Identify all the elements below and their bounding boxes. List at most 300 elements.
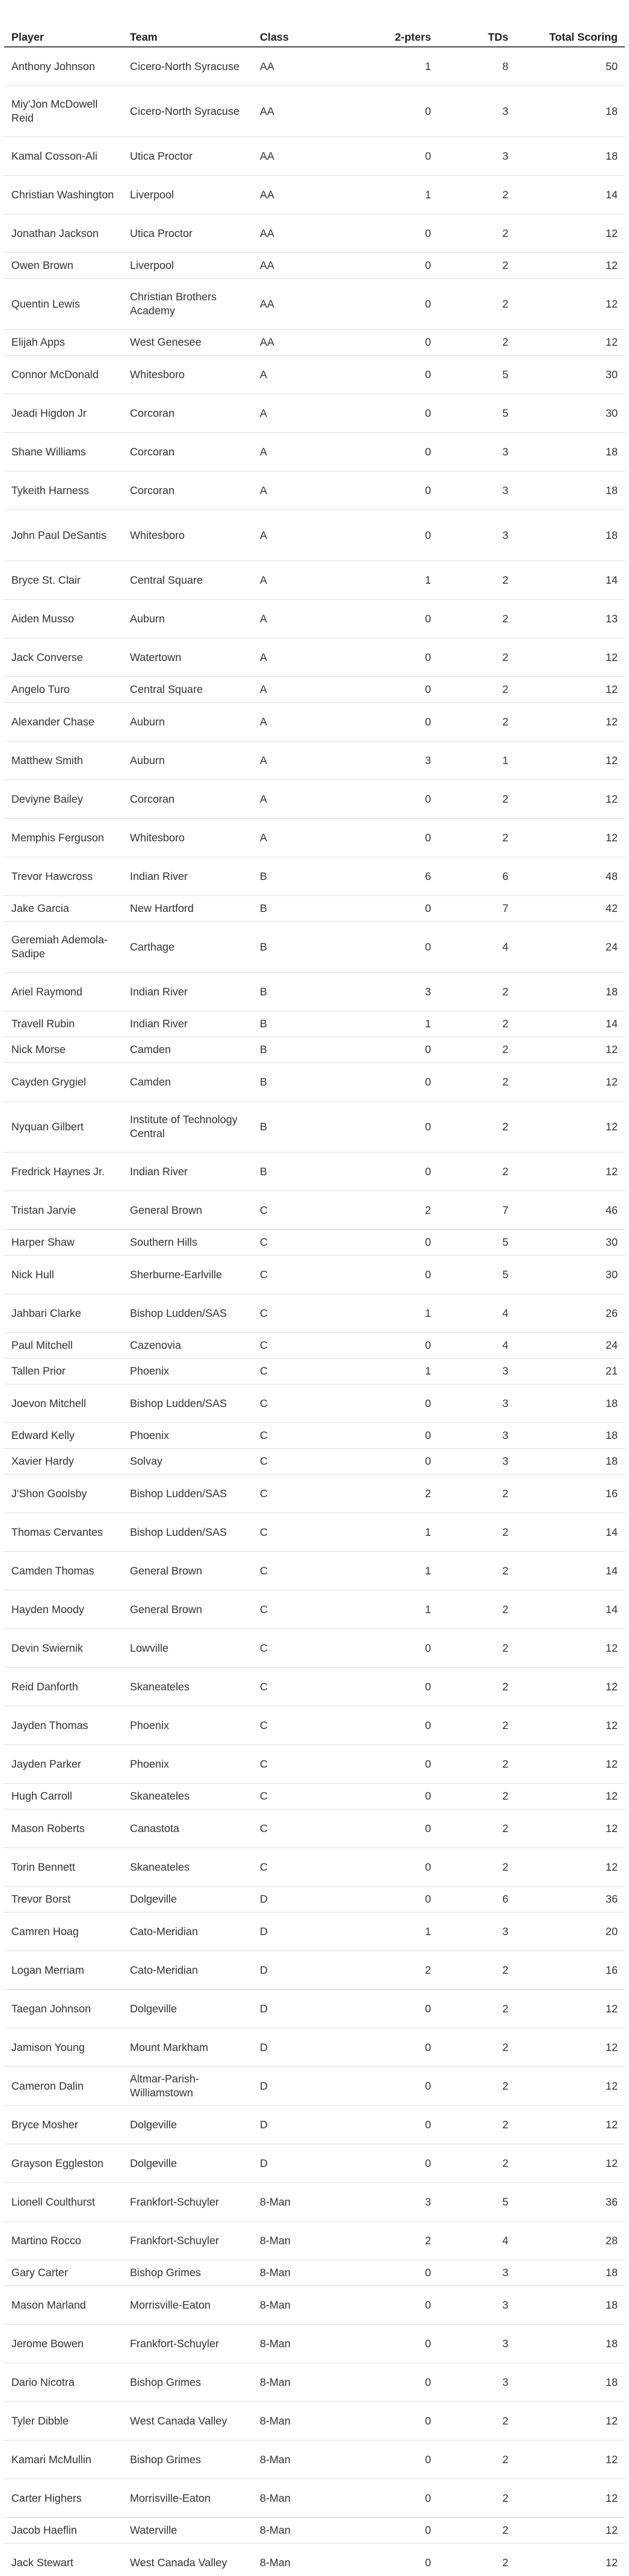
cell-player: Memphis Ferguson: [4, 819, 123, 857]
cell-player: Cayden Grygiel: [4, 1063, 123, 1101]
cell-class: 8-Man: [253, 2260, 371, 2286]
cell-two-pters: 0: [371, 2325, 438, 2363]
cell-player: Trevor Borst: [4, 1887, 123, 1912]
cell-two-pters: 0: [371, 2479, 438, 2518]
cell-total: 12: [516, 2028, 625, 2067]
cell-class: A: [253, 471, 371, 510]
cell-total: 18: [516, 2260, 625, 2286]
cell-tds: 5: [438, 1256, 516, 1294]
cell-tds: 2: [438, 214, 516, 253]
table-row: [4, 1706, 625, 1745]
cell-total: 30: [516, 355, 625, 394]
cell-total: 12: [516, 1668, 625, 1706]
cell-player: Tallen Prior: [4, 1359, 123, 1384]
cell-tds: 2: [438, 1809, 516, 1848]
cell-total: 12: [516, 1629, 625, 1668]
table-row: [4, 176, 625, 214]
table-row: [4, 1590, 625, 1629]
cell-total: 30: [516, 394, 625, 433]
cell-class: C: [253, 1513, 371, 1552]
cell-two-pters: 0: [371, 2028, 438, 2067]
cell-class: A: [253, 780, 371, 819]
cell-two-pters: 6: [371, 857, 438, 896]
table-row: [4, 214, 625, 253]
cell-tds: 3: [438, 1449, 516, 1475]
cell-two-pters: 0: [371, 2260, 438, 2286]
cell-tds: 2: [438, 1951, 516, 1990]
cell-total: 14: [516, 1011, 625, 1037]
cell-two-pters: 3: [371, 741, 438, 780]
cell-tds: 2: [438, 1990, 516, 2028]
cell-player: John Paul DeSantis: [4, 510, 123, 561]
cell-player: Camren Hoag: [4, 1912, 123, 1951]
cell-total: 14: [516, 1513, 625, 1552]
cell-player: Joevon Mitchell: [4, 1384, 123, 1423]
cell-class: D: [253, 1951, 371, 1990]
cell-player: Grayson Eggleston: [4, 2144, 123, 2183]
cell-two-pters: 0: [371, 1809, 438, 1848]
cell-two-pters: 0: [371, 1256, 438, 1294]
cell-two-pters: 0: [371, 2441, 438, 2479]
cell-player: Jayden Parker: [4, 1745, 123, 1784]
cell-total: 12: [516, 1990, 625, 2028]
cell-tds: 2: [438, 780, 516, 819]
table-row: [4, 2067, 625, 2106]
cell-team: Corcoran: [123, 780, 253, 819]
cell-class: C: [253, 1668, 371, 1706]
table-row: [4, 355, 625, 394]
cell-team: West Canada Valley: [123, 2544, 253, 2576]
cell-team: Cicero-North Syracuse: [123, 47, 253, 86]
cell-total: 12: [516, 1809, 625, 1848]
table-row: [4, 1552, 625, 1590]
table-row: [4, 1951, 625, 1990]
cell-two-pters: 1: [371, 1513, 438, 1552]
cell-total: 14: [516, 1590, 625, 1629]
cell-class: C: [253, 1449, 371, 1475]
cell-class: C: [253, 1475, 371, 1513]
cell-player: Geremiah Ademola-Sadipe: [4, 922, 123, 973]
cell-two-pters: 0: [371, 279, 438, 330]
cell-player: Dario Nicotra: [4, 2363, 123, 2402]
cell-tds: 3: [438, 1384, 516, 1423]
table-row: [4, 819, 625, 857]
cell-class: 8-Man: [253, 2363, 371, 2402]
cell-player: Jack Stewart: [4, 2544, 123, 2576]
cell-class: C: [253, 1809, 371, 1848]
cell-two-pters: 2: [371, 1475, 438, 1513]
cell-two-pters: 0: [371, 2402, 438, 2441]
cell-player: Xavier Hardy: [4, 1449, 123, 1475]
cell-player: Deviyne Bailey: [4, 780, 123, 819]
cell-two-pters: 1: [371, 1912, 438, 1951]
cell-team: Cato-Meridian: [123, 1951, 253, 1990]
cell-player: Quentin Lewis: [4, 279, 123, 330]
cell-player: Torin Bennett: [4, 1848, 123, 1887]
cell-player: Angelo Turo: [4, 677, 123, 703]
cell-tds: 2: [438, 561, 516, 600]
cell-class: 8-Man: [253, 2222, 371, 2260]
cell-player: Jack Converse: [4, 638, 123, 677]
table-header: [4, 5, 625, 47]
cell-two-pters: 0: [371, 214, 438, 253]
cell-player: Christian Washington: [4, 176, 123, 214]
cell-two-pters: 0: [371, 1629, 438, 1668]
cell-tds: 2: [438, 2402, 516, 2441]
cell-class: 8-Man: [253, 2183, 371, 2222]
cell-player: Carter Highers: [4, 2479, 123, 2518]
cell-total: 24: [516, 1333, 625, 1359]
cell-tds: 2: [438, 2518, 516, 2544]
cell-player: Shane Williams: [4, 433, 123, 471]
cell-player: Mason Marland: [4, 2286, 123, 2325]
cell-tds: 5: [438, 2183, 516, 2222]
cell-two-pters: 0: [371, 394, 438, 433]
table-row: [4, 2222, 625, 2260]
cell-team: Skaneateles: [123, 1668, 253, 1706]
cell-two-pters: 2: [371, 1191, 438, 1230]
cell-two-pters: 0: [371, 2544, 438, 2576]
cell-player: Elijah Apps: [4, 330, 123, 355]
table-row: [4, 638, 625, 677]
cell-team: Skaneateles: [123, 1848, 253, 1887]
cell-tds: 3: [438, 1359, 516, 1384]
cell-total: 12: [516, 279, 625, 330]
cell-total: 13: [516, 600, 625, 638]
table-row: [4, 279, 625, 330]
cell-total: 12: [516, 1784, 625, 1809]
cell-two-pters: 0: [371, 2144, 438, 2183]
cell-two-pters: 0: [371, 2286, 438, 2325]
cell-player: Owen Brown: [4, 253, 123, 279]
cell-tds: 4: [438, 2222, 516, 2260]
cell-two-pters: 1: [371, 1011, 438, 1037]
cell-class: A: [253, 638, 371, 677]
cell-total: 12: [516, 214, 625, 253]
cell-team: Watertown: [123, 638, 253, 677]
table-row: [4, 1256, 625, 1294]
cell-total: 12: [516, 780, 625, 819]
header-total-scoring[interactable]: Total Scoring: [516, 5, 625, 47]
cell-class: B: [253, 1153, 371, 1191]
cell-total: 12: [516, 2402, 625, 2441]
cell-tds: 2: [438, 1590, 516, 1629]
cell-total: 12: [516, 2144, 625, 2183]
cell-team: Whitesboro: [123, 510, 253, 561]
cell-class: A: [253, 355, 371, 394]
cell-team: Carthage: [123, 922, 253, 973]
cell-team: Dolgeville: [123, 2144, 253, 2183]
cell-tds: 2: [438, 1513, 516, 1552]
cell-total: 18: [516, 1384, 625, 1423]
table-row: [4, 330, 625, 355]
cell-class: C: [253, 1333, 371, 1359]
cell-class: 8-Man: [253, 2286, 371, 2325]
cell-class: AA: [253, 86, 371, 137]
cell-class: AA: [253, 253, 371, 279]
cell-class: 8-Man: [253, 2402, 371, 2441]
cell-tds: 7: [438, 896, 516, 922]
cell-total: 12: [516, 1037, 625, 1063]
cell-class: 8-Man: [253, 2479, 371, 2518]
cell-team: Corcoran: [123, 471, 253, 510]
cell-tds: 2: [438, 330, 516, 355]
cell-team: Skaneateles: [123, 1784, 253, 1809]
cell-player: Lionell Coulthurst: [4, 2183, 123, 2222]
cell-total: 12: [516, 2518, 625, 2544]
cell-tds: 2: [438, 819, 516, 857]
cell-total: 12: [516, 703, 625, 741]
cell-player: Ariel Raymond: [4, 973, 123, 1011]
cell-total: 12: [516, 2544, 625, 2576]
cell-team: Bishop Ludden/SAS: [123, 1475, 253, 1513]
cell-player: Jake Garcia: [4, 896, 123, 922]
cell-total: 14: [516, 1552, 625, 1590]
cell-player: Bryce St. Clair: [4, 561, 123, 600]
cell-tds: 3: [438, 2363, 516, 2402]
table-row: [4, 253, 625, 279]
table-row: [4, 2183, 625, 2222]
table-row: [4, 1153, 625, 1191]
cell-tds: 2: [438, 1745, 516, 1784]
cell-player: Jahbari Clarke: [4, 1294, 123, 1333]
cell-class: B: [253, 1063, 371, 1101]
cell-player: Martino Rocco: [4, 2222, 123, 2260]
cell-class: B: [253, 1101, 371, 1153]
header-two-pters[interactable]: 2-pters: [371, 5, 438, 47]
cell-two-pters: 0: [371, 1333, 438, 1359]
cell-team: Phoenix: [123, 1706, 253, 1745]
table-row: [4, 510, 625, 561]
cell-total: 12: [516, 2479, 625, 2518]
cell-team: Dolgeville: [123, 2106, 253, 2144]
cell-class: 8-Man: [253, 2544, 371, 2576]
cell-two-pters: 2: [371, 2222, 438, 2260]
cell-player: Matthew Smith: [4, 741, 123, 780]
cell-team: Camden: [123, 1063, 253, 1101]
header-player[interactable]: Player: [4, 5, 123, 47]
cell-class: A: [253, 600, 371, 638]
cell-two-pters: 1: [371, 1359, 438, 1384]
cell-two-pters: 0: [371, 1887, 438, 1912]
cell-class: B: [253, 973, 371, 1011]
cell-total: 18: [516, 86, 625, 137]
table-row: [4, 1294, 625, 1333]
cell-player: Trevor Hawcross: [4, 857, 123, 896]
cell-player: Logan Merriam: [4, 1951, 123, 1990]
cell-player: Gary Carter: [4, 2260, 123, 2286]
table-row: [4, 2325, 625, 2363]
cell-class: C: [253, 1706, 371, 1745]
cell-tds: 2: [438, 2028, 516, 2067]
header-tds[interactable]: TDs: [438, 5, 516, 47]
cell-tds: 2: [438, 1668, 516, 1706]
header-class[interactable]: Class: [253, 5, 371, 47]
table-row: [4, 561, 625, 600]
cell-two-pters: 0: [371, 1384, 438, 1423]
cell-total: 12: [516, 330, 625, 355]
cell-team: New Hartford: [123, 896, 253, 922]
cell-team: Bishop Grimes: [123, 2441, 253, 2479]
cell-team: Altmar-Parish-Williamstown: [123, 2067, 253, 2106]
cell-team: Auburn: [123, 600, 253, 638]
cell-class: C: [253, 1294, 371, 1333]
table-row: [4, 1848, 625, 1887]
cell-total: 18: [516, 973, 625, 1011]
table-row: [4, 86, 625, 137]
cell-total: 18: [516, 471, 625, 510]
cell-team: General Brown: [123, 1191, 253, 1230]
table-row: [4, 471, 625, 510]
cell-total: 36: [516, 2183, 625, 2222]
cell-team: Whitesboro: [123, 355, 253, 394]
cell-two-pters: 0: [371, 137, 438, 176]
cell-tds: 2: [438, 973, 516, 1011]
cell-player: Nick Morse: [4, 1037, 123, 1063]
cell-tds: 2: [438, 2479, 516, 2518]
cell-team: Morrisville-Eaton: [123, 2479, 253, 2518]
table-row: [4, 1333, 625, 1359]
table-row: [4, 741, 625, 780]
cell-tds: 2: [438, 2441, 516, 2479]
cell-total: 18: [516, 2363, 625, 2402]
cell-total: 12: [516, 677, 625, 703]
cell-tds: 3: [438, 433, 516, 471]
table-row: [4, 1629, 625, 1668]
table-row: [4, 973, 625, 1011]
table-row: [4, 2402, 625, 2441]
cell-player: Jayden Thomas: [4, 1706, 123, 1745]
cell-team: Frankfort-Schuyler: [123, 2325, 253, 2363]
cell-tds: 2: [438, 1011, 516, 1037]
cell-tds: 2: [438, 2144, 516, 2183]
cell-player: Reid Danforth: [4, 1668, 123, 1706]
cell-two-pters: 0: [371, 2106, 438, 2144]
cell-team: Mount Markham: [123, 2028, 253, 2067]
cell-class: C: [253, 1256, 371, 1294]
cell-two-pters: 0: [371, 355, 438, 394]
table-row: [4, 1230, 625, 1256]
cell-tds: 2: [438, 253, 516, 279]
cell-team: Auburn: [123, 703, 253, 741]
table-row: [4, 1745, 625, 1784]
cell-two-pters: 3: [371, 973, 438, 1011]
cell-total: 12: [516, 741, 625, 780]
cell-two-pters: 0: [371, 1784, 438, 1809]
table-row: [4, 2260, 625, 2286]
cell-class: B: [253, 922, 371, 973]
cell-team: Southern Hills: [123, 1230, 253, 1256]
cell-total: 21: [516, 1359, 625, 1384]
cell-total: 18: [516, 1423, 625, 1449]
cell-class: C: [253, 1552, 371, 1590]
table-row: [4, 1809, 625, 1848]
cell-team: Indian River: [123, 973, 253, 1011]
cell-tds: 8: [438, 47, 516, 86]
cell-tds: 2: [438, 638, 516, 677]
cell-class: A: [253, 510, 371, 561]
cell-team: Central Square: [123, 677, 253, 703]
table-row: [4, 2544, 625, 2576]
cell-tds: 4: [438, 1294, 516, 1333]
cell-two-pters: 0: [371, 2067, 438, 2106]
cell-class: AA: [253, 137, 371, 176]
cell-tds: 3: [438, 2286, 516, 2325]
table-row: [4, 1912, 625, 1951]
cell-team: Sherburne-Earlville: [123, 1256, 253, 1294]
cell-total: 36: [516, 1887, 625, 1912]
cell-tds: 2: [438, 1629, 516, 1668]
cell-two-pters: 0: [371, 2363, 438, 2402]
cell-tds: 6: [438, 1887, 516, 1912]
table-row: [4, 2144, 625, 2183]
cell-player: Thomas Cervantes: [4, 1513, 123, 1552]
cell-total: 42: [516, 896, 625, 922]
cell-team: Lowville: [123, 1629, 253, 1668]
cell-tds: 2: [438, 1063, 516, 1101]
cell-team: Whitesboro: [123, 819, 253, 857]
cell-tds: 2: [438, 600, 516, 638]
cell-class: C: [253, 1359, 371, 1384]
cell-team: Utica Proctor: [123, 214, 253, 253]
cell-class: D: [253, 2144, 371, 2183]
table-row: [4, 1191, 625, 1230]
cell-total: 12: [516, 2441, 625, 2479]
table-row: [4, 394, 625, 433]
cell-total: 18: [516, 433, 625, 471]
cell-team: Bishop Ludden/SAS: [123, 1384, 253, 1423]
cell-tds: 2: [438, 1475, 516, 1513]
cell-total: 18: [516, 137, 625, 176]
table-row: [4, 1513, 625, 1552]
cell-tds: 2: [438, 279, 516, 330]
cell-total: 48: [516, 857, 625, 896]
cell-two-pters: 0: [371, 1037, 438, 1063]
cell-team: West Genesee: [123, 330, 253, 355]
cell-class: C: [253, 1848, 371, 1887]
cell-team: Bishop Ludden/SAS: [123, 1513, 253, 1552]
table-row: [4, 1037, 625, 1063]
cell-player: Harper Shaw: [4, 1230, 123, 1256]
cell-player: Travell Rubin: [4, 1011, 123, 1037]
cell-two-pters: 1: [371, 47, 438, 86]
cell-two-pters: 0: [371, 471, 438, 510]
cell-tds: 4: [438, 922, 516, 973]
cell-total: 12: [516, 2106, 625, 2144]
table-row: [4, 1668, 625, 1706]
cell-class: A: [253, 433, 371, 471]
cell-player: Taegan Johnson: [4, 1990, 123, 2028]
cell-class: B: [253, 896, 371, 922]
cell-total: 14: [516, 561, 625, 600]
cell-player: Mason Roberts: [4, 1809, 123, 1848]
cell-player: Nick Hull: [4, 1256, 123, 1294]
cell-total: 12: [516, 2067, 625, 2106]
cell-total: 28: [516, 2222, 625, 2260]
cell-team: Cato-Meridian: [123, 1912, 253, 1951]
cell-team: Cazenovia: [123, 1333, 253, 1359]
table-row: [4, 137, 625, 176]
cell-total: 26: [516, 1294, 625, 1333]
cell-two-pters: 0: [371, 703, 438, 741]
cell-team: Cicero-North Syracuse: [123, 86, 253, 137]
cell-total: 14: [516, 176, 625, 214]
cell-tds: 3: [438, 1912, 516, 1951]
header-team[interactable]: Team: [123, 5, 253, 47]
cell-two-pters: 0: [371, 2518, 438, 2544]
cell-class: C: [253, 1629, 371, 1668]
cell-tds: 2: [438, 1706, 516, 1745]
